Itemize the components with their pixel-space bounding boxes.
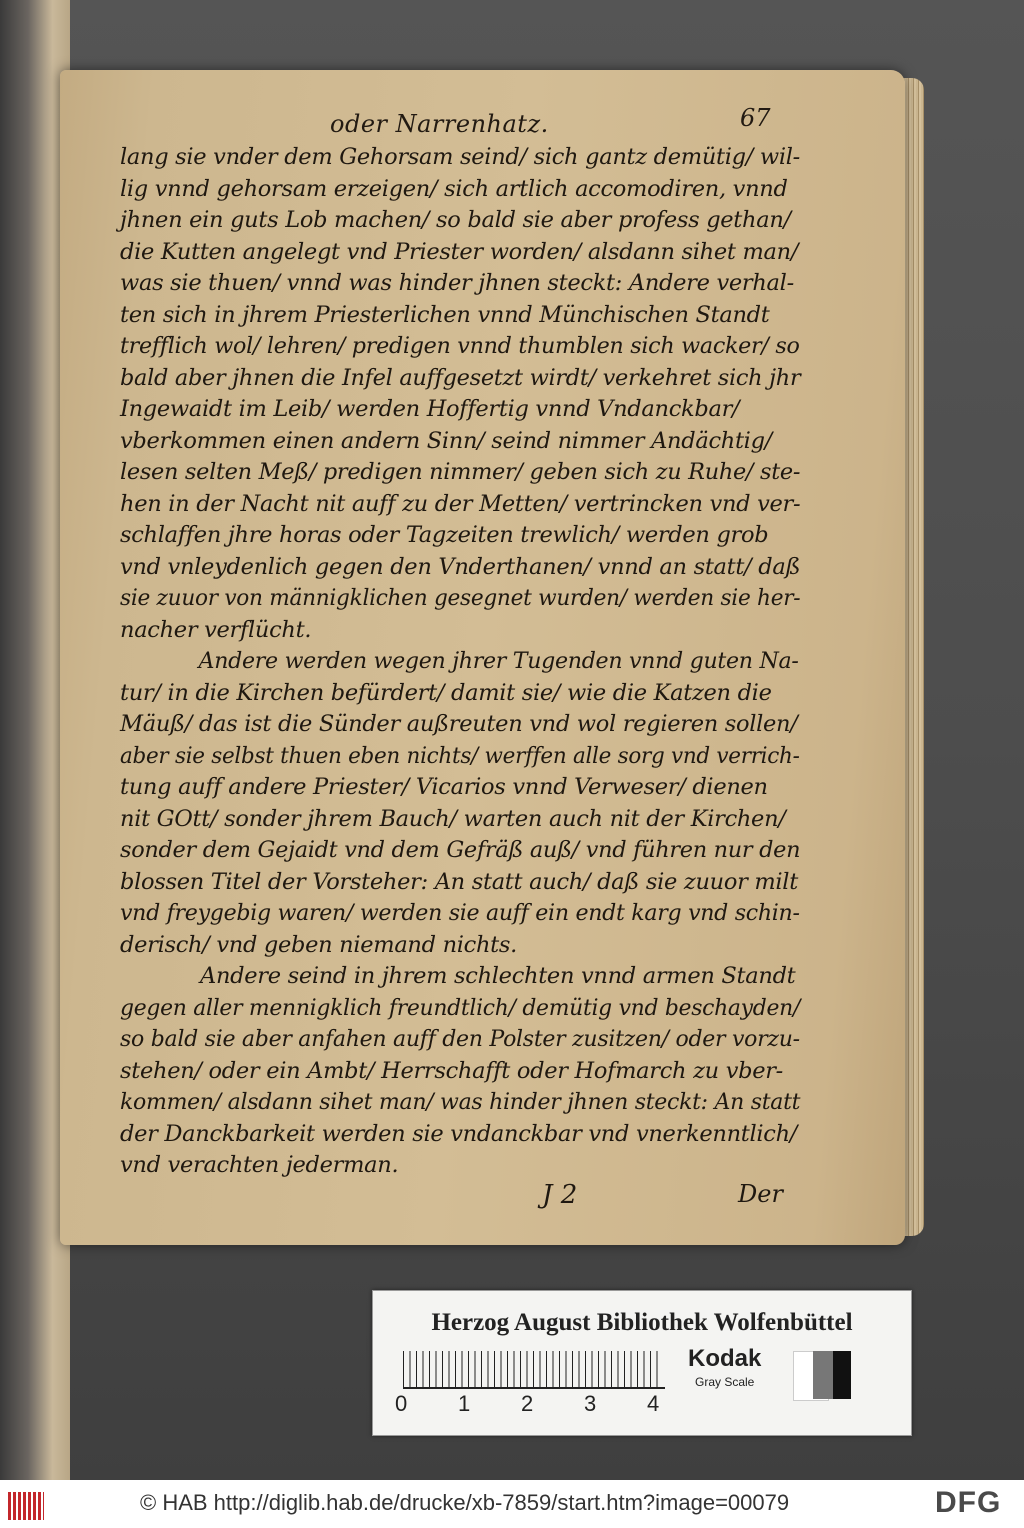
- measurement-ruler: [403, 1351, 653, 1389]
- text-line: blossen Titel der Vorsteher: An statt auch/ daß sie zuuor milt: [120, 868, 798, 895]
- ruler-label: 0: [395, 1391, 408, 1416]
- text-line: lig vnnd gehorsam erzeigen/ sich artlich accomodiren, vnnd: [120, 175, 788, 202]
- ruler-ticks: [403, 1351, 663, 1389]
- text-line: Andere werden wegen jhrer Tugenden vnnd guten Na-: [198, 648, 799, 674]
- credit-link[interactable]: © HAB http://diglib.hab.de/drucke/xb-7859/start.htm?image=00079: [140, 1490, 790, 1515]
- text-line: lang sie vnder dem Gehorsam seind/ sich gantz demütig/ wil-: [120, 144, 800, 170]
- text-line: Mäuß/ das ist die Sünder außreuten vnd wol regieren sollen/: [120, 711, 798, 737]
- text-line: vnd freygebig waren/ werden sie auff ein endt karg vnd schin-: [120, 900, 800, 926]
- text-line: jhnen ein guts Lob machen/ so bald sie aber profess gethan/: [120, 207, 791, 233]
- text-line: sie zuuor von männigklichen gesegnet wurden/ werden sie her-: [120, 585, 801, 611]
- text-line: sonder dem Gejaidt vnd dem Gefräß auß/ vnd führen nur den: [120, 837, 801, 863]
- text-line: trefflich wol/ lehren/ predigen vnnd thumblen sich wacker/ so: [120, 333, 800, 359]
- text-line: gegen aller mennigklich freundtlich/ demütig vnd beschayden/: [120, 994, 801, 1021]
- text-line: Ingewaidt im Leib/ werden Hoffertig vnnd Vndanckbar/: [120, 396, 740, 422]
- ruler-label: 4: [647, 1391, 660, 1416]
- text-line: tur/ in die Kirchen befürdert/ damit sie/ wie die Katzen die: [120, 679, 772, 706]
- text-line: tung auff andere Priester/ Vicarios vnnd Verweser/ dienen: [120, 774, 768, 800]
- ruler-baseline: [403, 1387, 665, 1389]
- text-line: hen in der Nacht nit auff zu der Metten/ vertrincken vnd ver-: [120, 490, 801, 517]
- text-line: nacher verflücht.: [120, 616, 312, 643]
- text-line: nit GOtt/ sonder jhrem Bauch/ warten auch nit der Kirchen/: [120, 805, 786, 832]
- gray-swatch: [813, 1351, 833, 1399]
- dfg-logo: DFG: [935, 1486, 1002, 1519]
- text-line: derisch/ vnd geben niemand nichts.: [120, 931, 517, 958]
- text-line: vnd vnleydenlich gegen den Vnderthanen/ vnnd an statt/ daß: [120, 553, 801, 580]
- gray-scale-label: Gray Scale: [695, 1375, 755, 1389]
- library-name: Herzog August Bibliothek Wolfenbüttel: [431, 1309, 853, 1336]
- ruler-label: 1: [458, 1391, 471, 1416]
- text-line: aber sie selbst thuen eben nichts/ werffen alle sorg vnd verrich-: [120, 742, 800, 769]
- text-line: was sie thuen/ vnnd was hinder jhnen steckt: Andere verhal-: [120, 270, 794, 296]
- text-line: der Danckbarkeit werden sie vndanckbar vnd vnerkenntlich/: [120, 1120, 798, 1147]
- text-line: vberkommen einen andern Sinn/ seind nimmer Andächtig/: [120, 427, 772, 454]
- kodak-brand: Kodak: [688, 1345, 762, 1372]
- text-line: bald aber jhnen die Infel auffgesetzt wirdt/ verkehret sich jhr: [120, 364, 801, 391]
- text-line: vnd verachten jederman.: [120, 1152, 399, 1178]
- text-line: die Kutten angelegt vnd Priester worden/ alsdann sihet man/: [120, 238, 799, 265]
- text-line: kommen/ alsdann sihet man/ was hinder jhnen steckt: An statt: [120, 1089, 801, 1115]
- signature-mark: J 2: [542, 1180, 578, 1210]
- text-line: schlaffen jhre horas oder Tagzeiten trewlich/ werden grob: [120, 522, 769, 548]
- hab-logo-icon: [8, 1492, 44, 1520]
- page-footer: [0, 1180, 1024, 1220]
- text-line: stehen/ oder ein Ambt/ Herrschafft oder Hofmarch zu vber-: [120, 1057, 783, 1084]
- black-swatch: [833, 1351, 851, 1399]
- page-header: [0, 100, 1024, 140]
- text-line: Andere seind in jhrem schlechten vnnd armen Standt: [200, 963, 796, 989]
- catchword: Der: [738, 1180, 783, 1208]
- text-line: lesen selten Meß/ predigen nimmer/ geben sich zu Ruhe/ ste-: [120, 459, 801, 485]
- running-head: oder Narrenhatz.: [330, 110, 549, 138]
- viewer-footer: [0, 1480, 1024, 1528]
- body-text: [120, 142, 800, 1182]
- ruler-label: 3: [584, 1391, 597, 1416]
- text-line: so bald sie aber anfahen auff den Polster zusitzen/ oder vorzu-: [120, 1026, 800, 1052]
- ruler-label: 2: [521, 1391, 534, 1416]
- color-scale-card: [372, 1290, 912, 1436]
- text-line: ten sich in jhrem Priesterlichen vnnd Münchischen Standt: [120, 301, 770, 328]
- folio-number: 67: [740, 104, 771, 132]
